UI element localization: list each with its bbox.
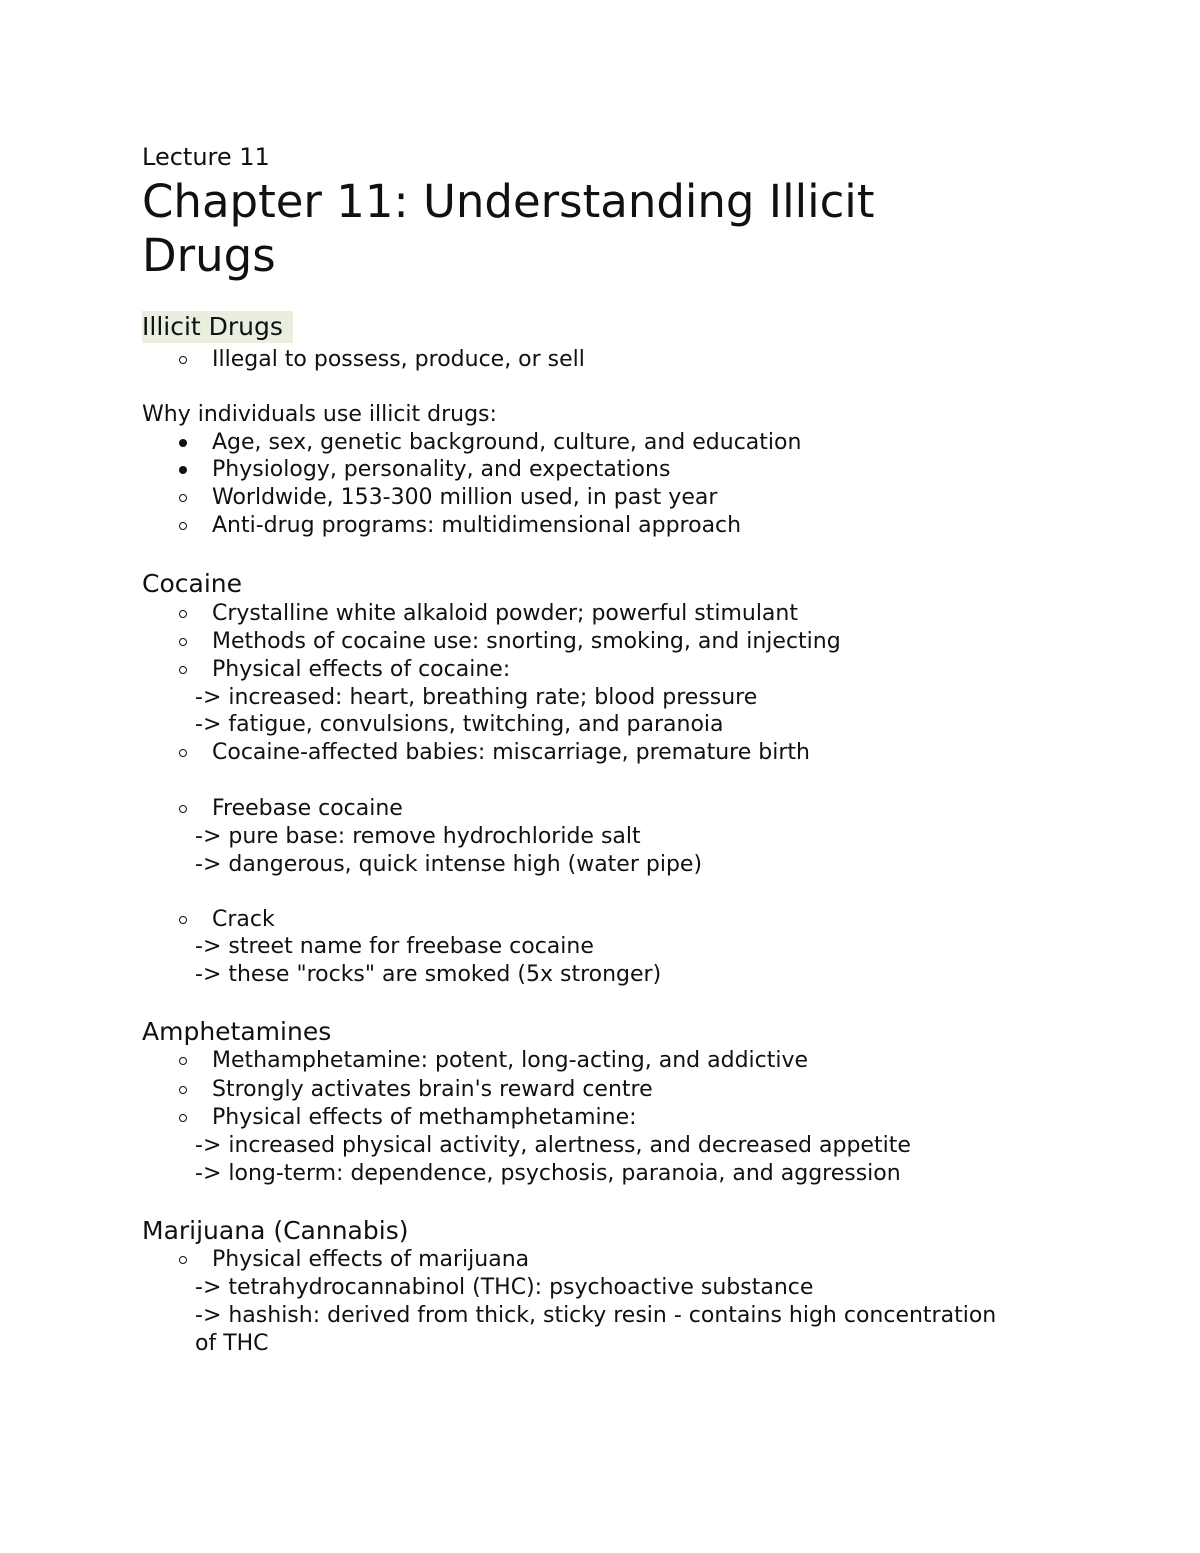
sub-item: -> increased physical activity, alertness, and decreased appetite [195,1133,911,1158]
circle-bullet-icon [172,610,212,618]
sub-item: -> dangerous, quick intense high (water pipe) [195,852,703,877]
circle-bullet-icon [172,1256,212,1264]
section-heading-cocaine: Cocaine [142,569,242,598]
circle-bullet-icon [172,1086,212,1094]
circle-bullet-icon [172,916,212,924]
list-item: Cocaine-affected babies: miscarriage, premature birth [172,739,810,767]
circle-bullet-icon [172,356,212,364]
section-heading-why: Why individuals use illicit drugs: [142,402,497,427]
sub-item: -> street name for freebase cocaine [195,934,594,959]
circle-bullet-icon [172,749,212,757]
disc-bullet-icon [172,439,212,447]
lecture-label: Lecture 11 [142,143,270,171]
sub-item: -> pure base: remove hydrochloride salt [195,824,641,849]
circle-bullet-icon [172,1114,212,1122]
list-item: Crack [172,906,275,934]
sub-item: -> these "rocks" are smoked (5x stronger) [195,962,662,987]
circle-bullet-icon [172,638,212,646]
sub-item: -> tetrahydrocannabinol (THC): psychoactive substance [195,1275,814,1300]
sub-item: -> increased: heart, breathing rate; blood pressure [195,685,758,710]
sub-item-continuation: of THC [195,1331,269,1356]
circle-bullet-icon [172,522,212,530]
list-item: Illegal to possess, produce, or sell [172,346,585,374]
disc-bullet-icon [172,466,212,474]
sub-item: -> hashish: derived from thick, sticky resin - contains high concentration [195,1303,997,1328]
list-item: Methamphetamine: potent, long-acting, and addictive [172,1047,808,1075]
list-item: Strongly activates brain's reward centre [172,1076,653,1104]
chapter-title-line-1: Chapter 11: Understanding Illicit [142,175,875,228]
section-heading-amphetamines: Amphetamines [142,1017,332,1046]
circle-bullet-icon [172,1057,212,1065]
circle-bullet-icon [172,494,212,502]
list-item: Physical effects of marijuana [172,1246,529,1274]
list-item: Age, sex, genetic background, culture, and education [172,429,801,457]
list-item: Methods of cocaine use: snorting, smoking, and injecting [172,628,841,656]
sub-item: -> fatigue, convulsions, twitching, and paranoia [195,712,724,737]
section-heading-illicit-drugs: Illicit Drugs [142,311,293,343]
sub-item: -> long-term: dependence, psychosis, paranoia, and aggression [195,1161,901,1186]
list-item: Anti-drug programs: multidimensional approach [172,512,741,540]
list-item: Physical effects of cocaine: [172,656,510,684]
section-heading-marijuana: Marijuana (Cannabis) [142,1216,409,1245]
list-item: Physical effects of methamphetamine: [172,1104,637,1132]
chapter-title-line-2: Drugs [142,229,276,282]
list-item: Freebase cocaine [172,795,403,823]
list-item: Worldwide, 153-300 million used, in past year [172,484,717,512]
circle-bullet-icon [172,666,212,674]
list-item: Physiology, personality, and expectations [172,456,670,484]
circle-bullet-icon [172,805,212,813]
list-item: Crystalline white alkaloid powder; powerful stimulant [172,600,798,628]
